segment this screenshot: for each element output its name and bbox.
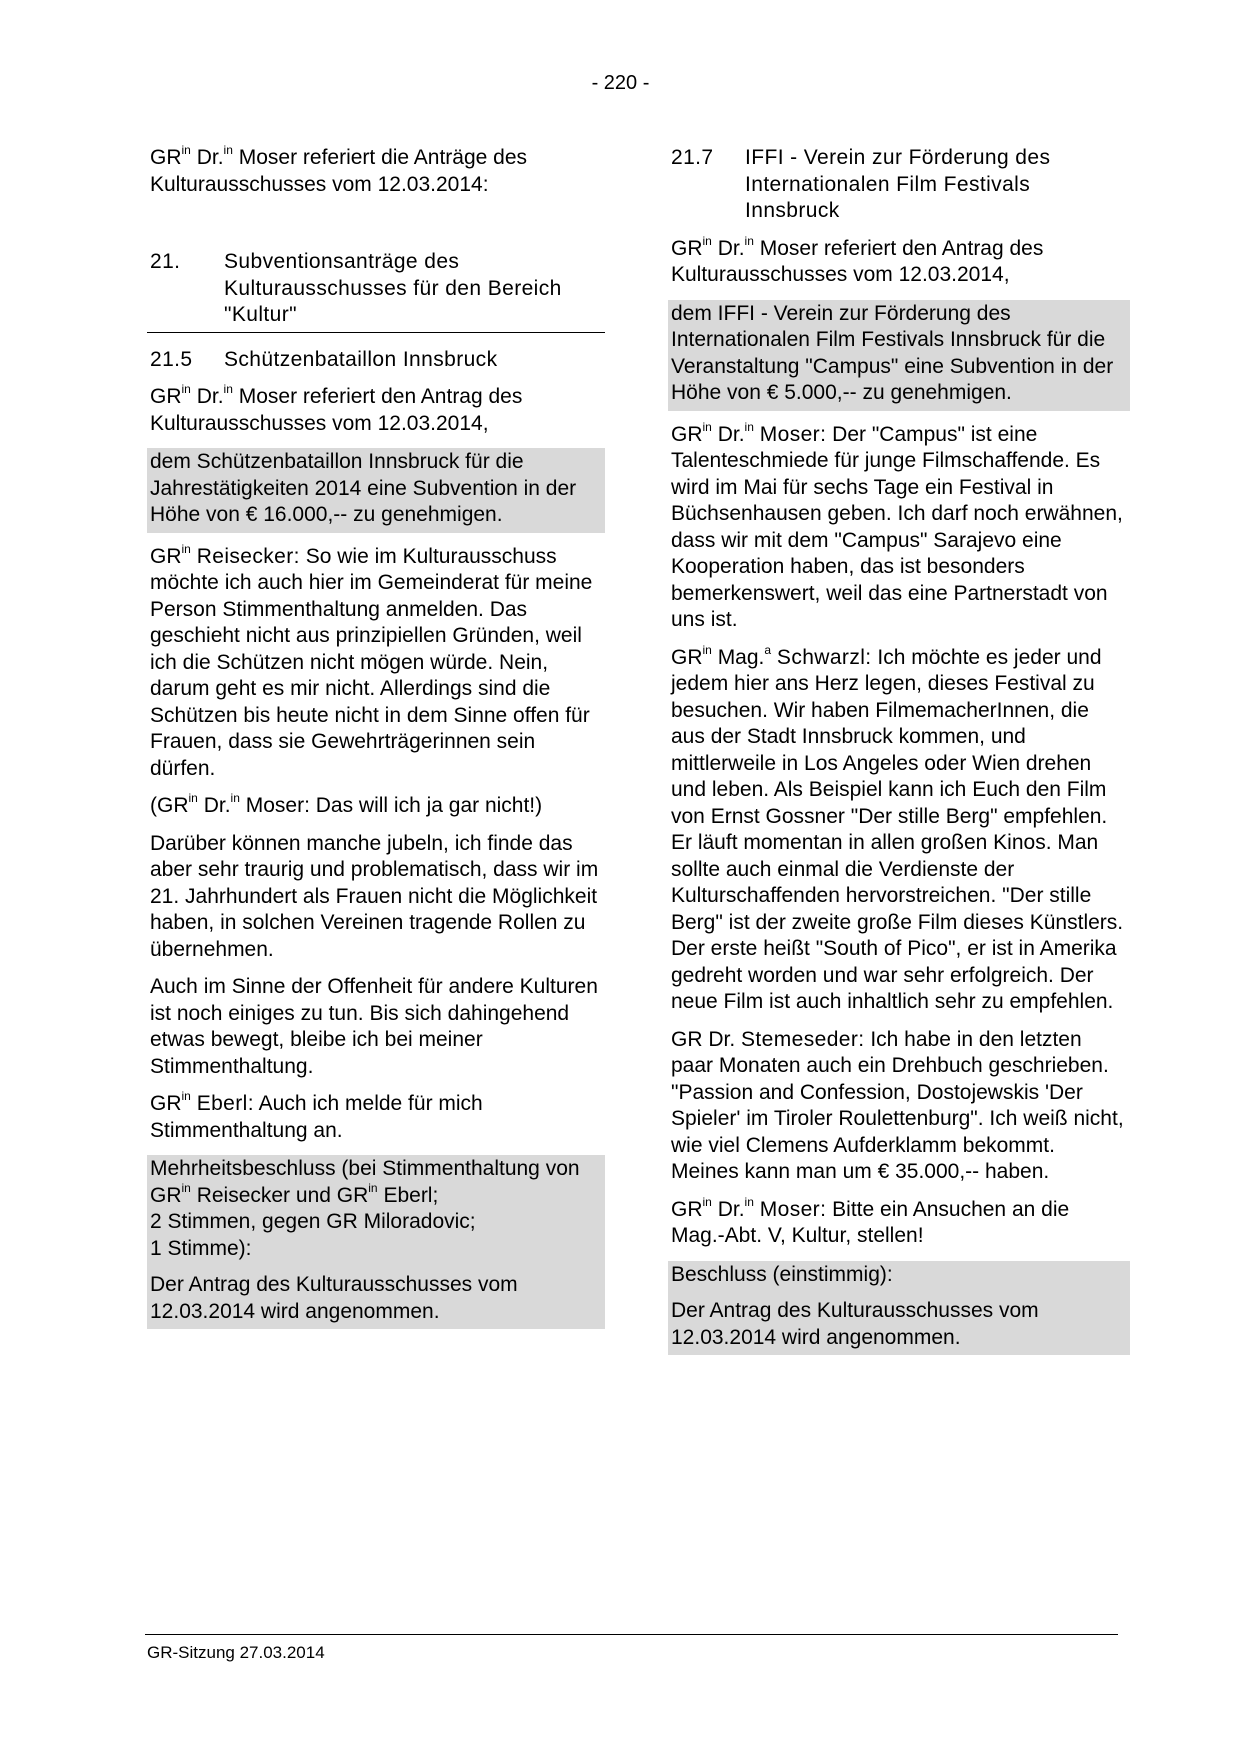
motion-box — [147, 448, 605, 533]
speech-eberl: $GR^{in}$ Eberl: Auch ich melde für mich Stimmenthaltung an. — [150, 1089, 483, 1142]
adopted-text: Der Antrag des Kulturausschusses vom 12.03.2014 wird angenommen. — [150, 1273, 518, 1323]
speaker-name: Reisecker: — [196, 544, 300, 568]
speech-paragraph: Darüber können manche jubeln, ich finde das aber sehr traurig und problematisch, dass wir im 21. Jahrhundert als Frauen nicht die Möglichkeit haben, in solchen Vereinen tragende Rollen zu übernehmen. — [150, 831, 599, 961]
speaker-name: Moser: — [759, 1197, 827, 1221]
speaker-name: Moser: — [759, 422, 827, 446]
section-title: IFFI - Verein zur Förderung des Internationalen Film Festivals Innsbruck — [745, 146, 1051, 222]
interjection: ($GR^{in}$ Dr.$^{in}$ Moser: Das will ich ja gar nicht!) — [150, 791, 543, 817]
section-number: 21.7 — [671, 146, 714, 169]
right-column — [668, 145, 1130, 1366]
speech-paragraph: Auch im Sinne der Offenheit für andere Kulturen ist noch einiges zu tun. Bis sich dahingehend etwas bewegt, bleibe ich bei meiner Stimmenthaltung. — [150, 975, 598, 1078]
footer-divider — [145, 1634, 1118, 1635]
speech-schwarzl: $GR^{in}$ Mag.$^a$ Schwarzl: Ich möchte es jeder und jedem hier ans Herz legen, dieses Festival zu besuchen. Wir haben FilmemacherInnen, die aus der Stadt Innsbruck kommen, und mittlerweile in Los Angeles oder Wien drehen und leben. Als Beispiel kann ich Euch den Film von Ernst Gossner "Der stille Berg" empfehlen. Er läuft momentan in allen großen Kinos. Man sollte auch einmal die Verdienste der Kulturschaffenden hervorstreichen. "Der stille Berg" ist der zweite große Film dieses Künstlers. Der erste heißt "South of Pico", er ist in Amerika gedreht worden und war sehr erfolgreich. Der neue Film ist auch inhaltlich sehr zu empfehlen. — [671, 642, 1124, 1013]
speech-reisecker: $GR^{in}$ Reisecker: So wie im Kulturausschuss möchte ich auch hier im Gemeinderat für meine Person Stimmenthaltung anmelden. Das geschieht nicht aus prinzipiellen Gründen, weil ich die Schützen nicht mögen würde. Nein, darum geht es mir nicht. Allerdings sind die Schützen bis heute nicht in dem Sinne offen für Frauen, dass sie Gewehrträgerinnen sein dürfen. — [150, 541, 593, 780]
section-divider — [147, 332, 605, 333]
adopted-text: Der Antrag des Kulturausschusses vom 12.03.2014 wird angenommen. — [671, 1299, 1039, 1349]
resolution-text: Beschluss (einstimmig): — [671, 1262, 893, 1286]
referral-paragraph: $GR^{in}$ Dr.$^{in}$ Moser referiert den Antrag des Kulturausschusses vom 12.03.2014, — [150, 382, 523, 435]
left-column — [147, 145, 605, 1340]
section-number: 21.5 — [150, 347, 193, 371]
intro-paragraph: $GR^{in}$ Dr.$^{in}$ Moser referiert die Anträge des Kulturausschusses vom 12.03.2014: — [150, 143, 528, 196]
speaker-name: Stemeseder: — [741, 1027, 865, 1051]
section-21-heading — [147, 249, 605, 329]
speech-moser: $GR^{in}$ Dr.$^{in}$ Moser: Der "Campus" ist eine Talenteschmiede für junge Filmschaffende. Es wird im Mai für sechs Tage ein Festival in Büchsenhausen geben. Ich darf noch erwähnen, dass wir mit dem "Campus" Sarajevo eine Kooperation haben, das ist besonders bemerkenswert, weil das eine Partnerstadt von uns ist. — [671, 419, 1123, 631]
footer-text: GR-Sitzung 27.03.2014 — [147, 1643, 325, 1662]
section-number: 21. — [150, 250, 181, 273]
section-title: Subventionsanträge des Kulturausschusses für den Bereich "Kultur" — [224, 250, 562, 326]
resolution-text: Mehrheitsbeschluss (bei Stimmenthaltung von $GR^{in}$ Reisecker und $GR^{in}$ Eberl; 2 Stimmen, gegen GR Miloradovic; 1 Stimme): — [150, 1157, 580, 1260]
section-21-5-heading — [147, 347, 605, 374]
section-21-7-heading — [668, 145, 1130, 225]
motion-text: dem Schützenbataillon Innsbruck für die Jahrestätigkeiten 2014 eine Subvention in der Höhe von € 16.000,-- zu genehmigen. — [150, 450, 577, 526]
motion-text: dem IFFI - Verein zur Förderung des Internationalen Film Festivals Innsbruck für die Veranstaltung "Campus" eine Subvention in der Höhe von € 5.000,-- zu genehmigen. — [671, 301, 1114, 404]
speech-moser-2: $GR^{in}$ Dr.$^{in}$ Moser: Bitte ein Ansuchen an die Mag.-Abt. V, Kultur, stellen! — [671, 1194, 1070, 1247]
spacer — [147, 209, 605, 249]
speaker-name: Eberl: — [196, 1092, 254, 1115]
motion-box — [668, 300, 1130, 411]
resolution-box — [668, 1261, 1130, 1356]
speaker-name: Schwarzl: — [776, 645, 872, 669]
resolution-box — [147, 1155, 605, 1329]
page-number: - 220 - — [591, 72, 650, 94]
speech-stemeseder: GR Dr. Stemeseder: Ich habe in den letzten paar Monaten auch ein Drehbuch geschrieben. "Passion and Confession, Dostojewskis 'Der Spieler' im Tiroler Roulettenburg". Ich weiß nicht, wie viel Clemens Aufderklamm bekommt. Meines kann man um € 35.000,-- haben. — [671, 1027, 1124, 1183]
referral-paragraph: $GR^{in}$ Dr.$^{in}$ Moser referiert den Antrag des Kulturausschusses vom 12.03.2014, — [671, 233, 1044, 286]
section-title: Schützenbataillon Innsbruck — [224, 347, 498, 371]
